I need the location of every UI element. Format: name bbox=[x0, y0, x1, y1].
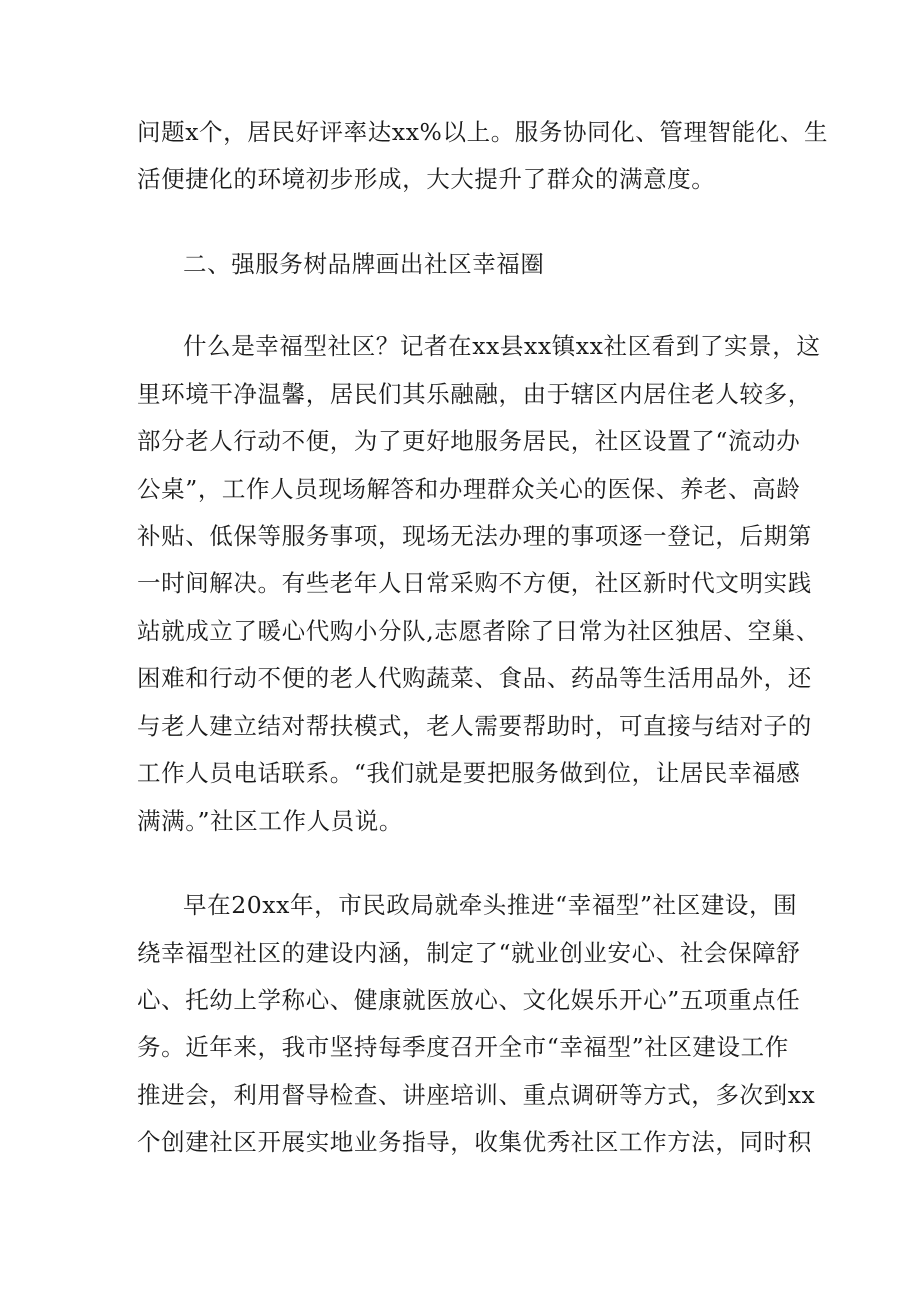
paragraph2-line-1: 早在20xx年，市民政局就牵头推进“幸福型”社区建设，围 bbox=[183, 891, 798, 919]
paragraph1-line-7: 站就成立了暖心代购小分队,志愿者除了日常为社区独居、空巢、 bbox=[137, 617, 820, 645]
intro-line-1: 问题x个，居民好评率达xx%以上。服务协同化、管理智能化、生 bbox=[137, 118, 829, 146]
section-heading: 二、强服务树品牌画出社区幸福圈 bbox=[183, 250, 545, 278]
paragraph1-line-11: 满满。”社区工作人员说。 bbox=[137, 807, 403, 835]
paragraph2-line-2: 绕幸福型社区的建设内涵，制定了“就业创业安心、社会保障舒 bbox=[137, 939, 801, 967]
paragraph1-line-2: 里环境干净温馨，居民们其乐融融，由于辖区内居住老人较多， bbox=[137, 380, 812, 408]
paragraph1-line-3: 部分老人行动不便，为了更好地服务居民，社区设置了“流动办 bbox=[137, 427, 801, 455]
paragraph1-line-5: 补贴、低保等服务事项，现场无法办理的事项逐一登记，后期第 bbox=[137, 522, 812, 550]
paragraph1-line-9: 与老人建立结对帮扶模式，老人需要帮助时，可直接与结对子的 bbox=[137, 712, 812, 740]
paragraph1-line-4: 公桌”，工作人员现场解答和办理群众关心的医保、养老、高龄 bbox=[137, 475, 801, 503]
paragraph2-line-4: 务。近年来，我市坚持每季度召开全市“幸福型”社区建设工作 bbox=[137, 1033, 789, 1061]
paragraph2-line-6: 个创建社区开展实地业务指导，收集优秀社区工作方法，同时积 bbox=[137, 1128, 812, 1156]
paragraph1-line-8: 困难和行动不便的老人代购蔬菜、食品、药品等生活用品外，还 bbox=[137, 664, 812, 692]
intro-line-2: 活便捷化的环境初步形成，大大提升了群众的满意度。 bbox=[137, 165, 716, 193]
paragraph1-line-10: 工作人员电话联系。“我们就是要把服务做到位，让居民幸福感 bbox=[137, 759, 801, 787]
paragraph2-line-3: 心、托幼上学称心、健康就医放心、文化娱乐开心”五项重点任 bbox=[137, 986, 801, 1014]
paragraph2-line-5: 推进会，利用督导检查、讲座培训、重点调研等方式，多次到xx bbox=[137, 1081, 816, 1109]
paragraph1-line-1: 什么是幸福型社区？记者在xx县xx镇xx社区看到了实景，这 bbox=[183, 332, 821, 360]
paragraph1-line-6: 一时间解决。有些老年人日常采购不方便，社区新时代文明实践 bbox=[137, 569, 812, 597]
